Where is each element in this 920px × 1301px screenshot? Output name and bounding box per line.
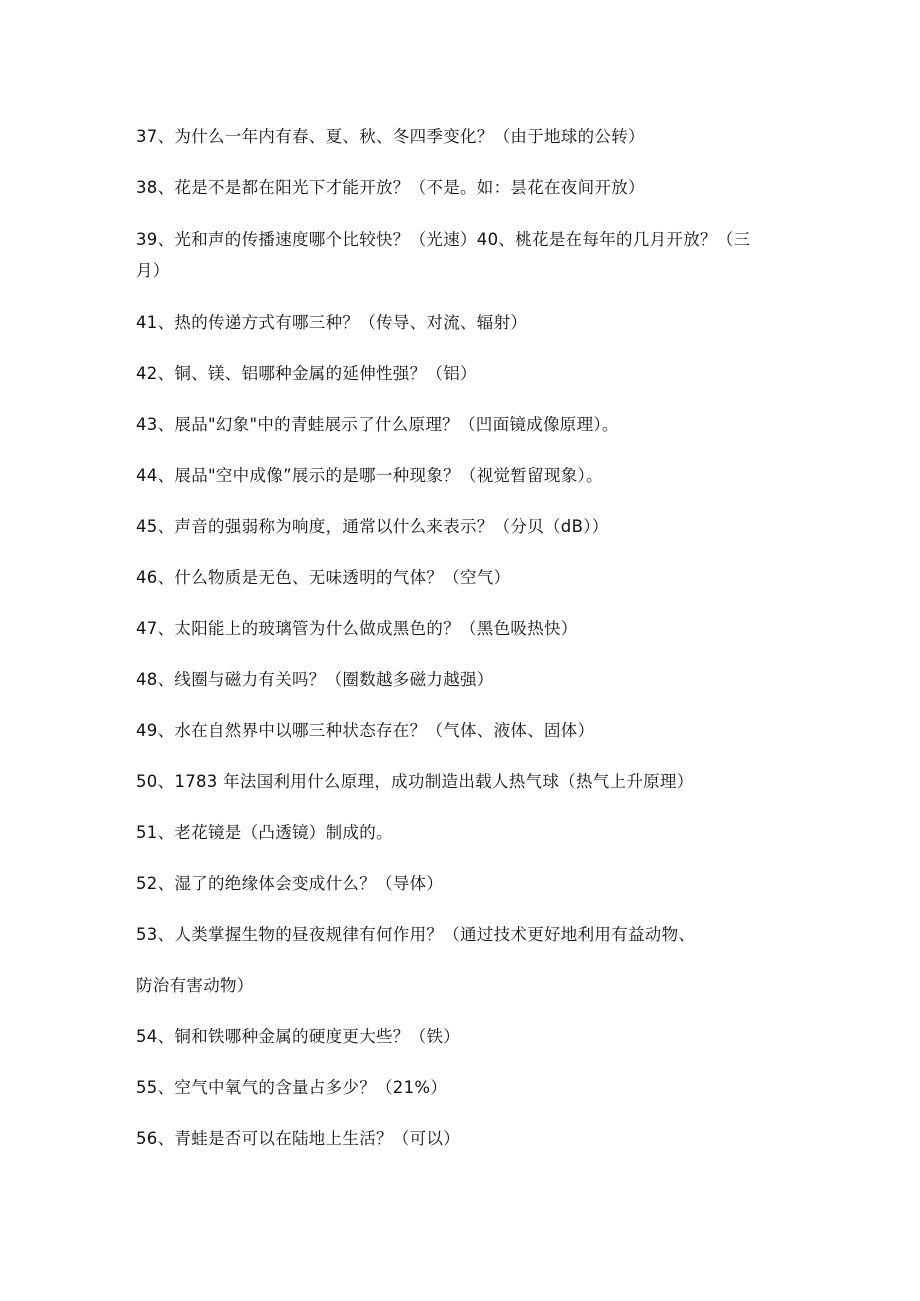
qa-line-41: 41、热的传递方式有哪三种？（传导、对流、辐射）: [136, 313, 528, 332]
qa-line-50: 50、1783 年法国利用什么原理，成功制造出载人热气球（热气上升原理）: [136, 772, 694, 791]
qa-line-39-continued: 月）: [136, 261, 170, 280]
qa-line-38: 38、花是不是都在阳光下才能开放？（不是。如：昙花在夜间开放）: [136, 178, 645, 197]
qa-line-55: 55、空气中氧气的含量占多少？（21%）: [136, 1078, 448, 1097]
qa-line-43: 43、展品"幻象"中的青蛙展示了什么原理？（凹面镜成像原理）。: [136, 415, 619, 434]
qa-line-44: 44、展品"空中成像”展示的是哪一种现象？（视觉暂留现象）。: [136, 466, 603, 485]
qa-line-37: 37、为什么一年内有春、夏、秋、冬四季变化？（由于地球的公转）: [136, 127, 645, 146]
qa-line-47: 47、太阳能上的玻璃管为什么做成黑色的？（黑色吸热快）: [136, 619, 578, 638]
qa-line-51: 51、老花镜是（凸透镜）制成的。: [136, 823, 393, 842]
qa-line-54: 54、铜和铁哪种金属的硬度更大些？（铁）: [136, 1027, 460, 1046]
qa-line-46: 46、什么物质是无色、无味透明的气体？（空气）: [136, 568, 511, 587]
qa-line-48: 48、线圈与磁力有关吗？（圈数越多磁力越强）: [136, 670, 494, 689]
qa-line-52: 52、湿了的绝缘体会变成什么？（导体）: [136, 874, 444, 893]
qa-line-53-continued: 防治有害动物）: [136, 976, 254, 995]
qa-line-45: 45、声音的强弱称为响度，通常以什么来表示？（分贝（dB））: [136, 517, 609, 536]
qa-line-42: 42、铜、镁、铝哪种金属的延伸性强？（铝）: [136, 364, 477, 383]
qa-line-49: 49、水在自然界中以哪三种状态存在？（气体、液体、固体）: [136, 721, 595, 740]
qa-line-39: 39、光和声的传播速度哪个比较快？（光速）40、桃花是在每年的几月开放？（三: [136, 230, 751, 249]
qa-line-56: 56、青蛙是否可以在陆地上生活？（可以）: [136, 1129, 460, 1148]
qa-line-53: 53、人类掌握生物的昼夜规律有何作用？（通过技术更好地利用有益动物、: [136, 925, 696, 944]
